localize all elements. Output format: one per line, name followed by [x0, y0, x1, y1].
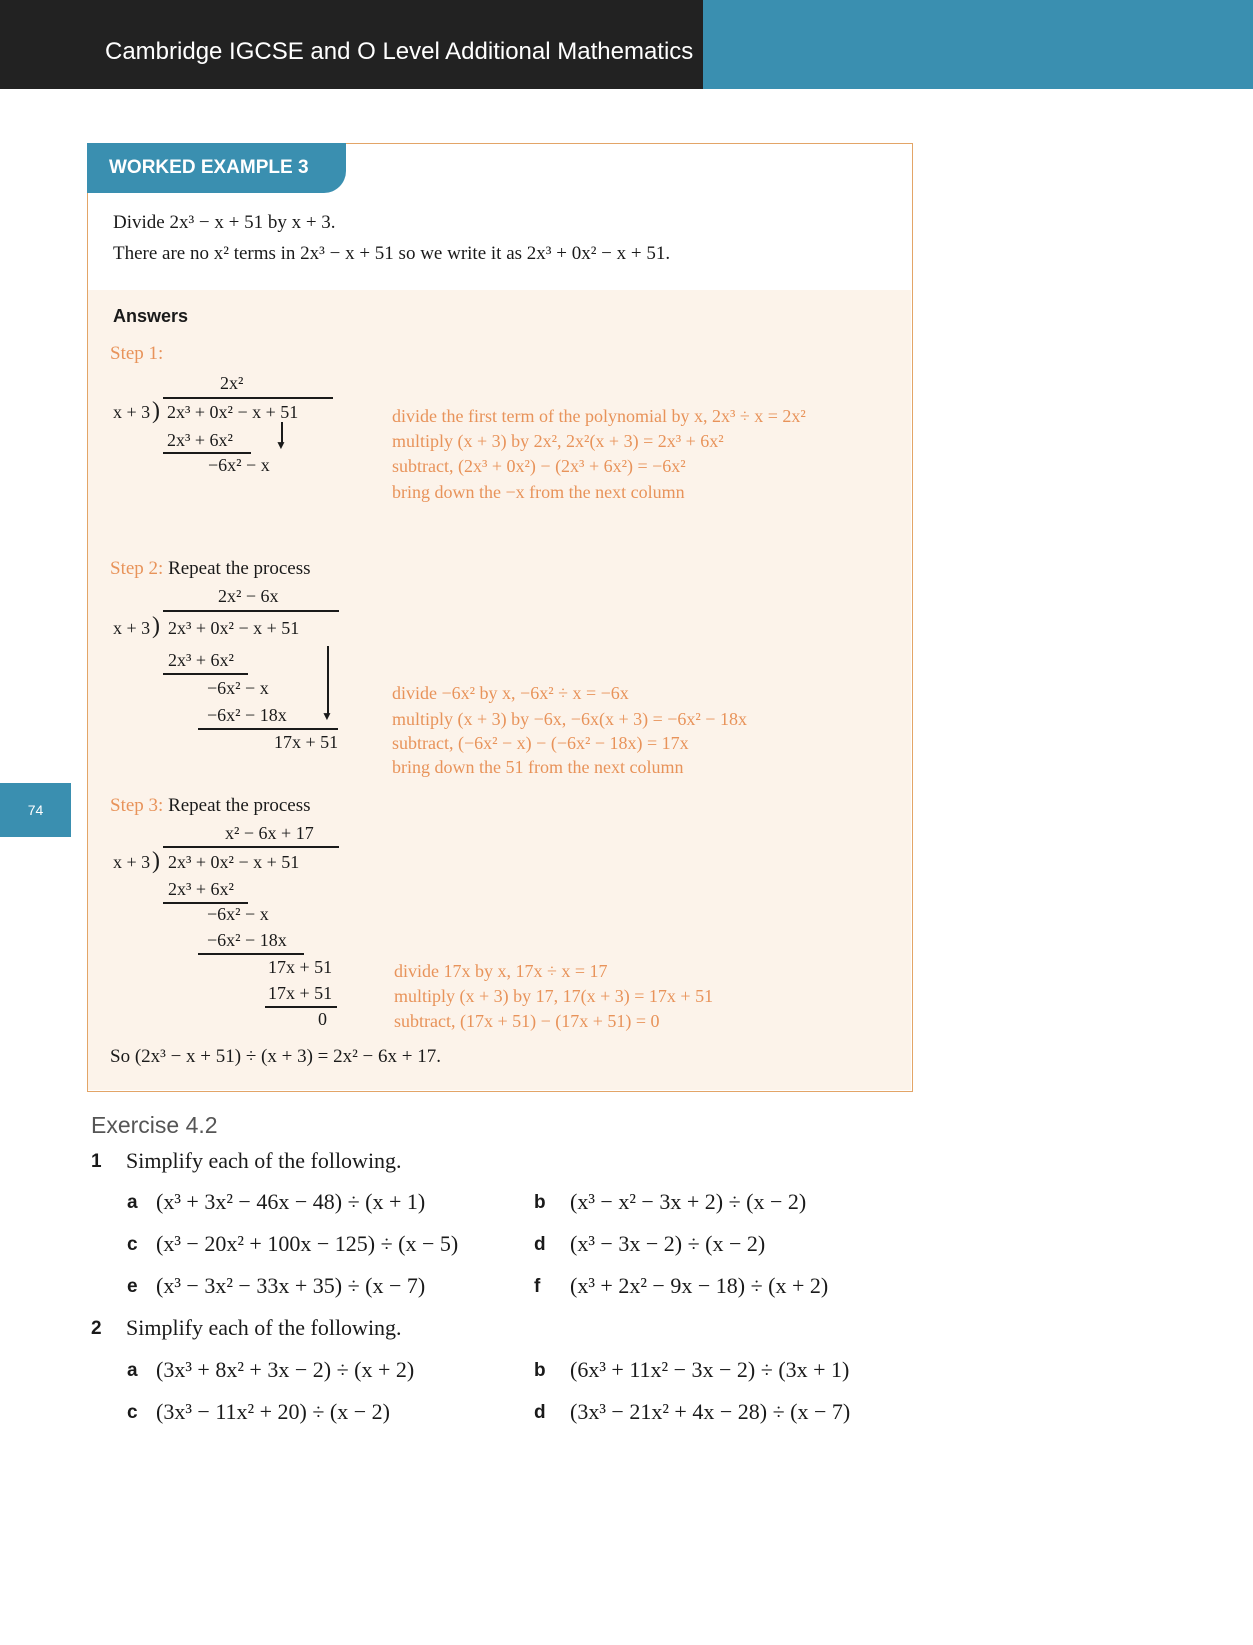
q1-part-b-expr: (x³ − x² − 3x + 2) ÷ (x − 2) — [570, 1189, 807, 1214]
step2-bring-down-line — [327, 646, 329, 714]
step2-work-line-1: 2x³ + 6x² — [168, 650, 234, 670]
step3-work-line-4: 17x + 51 — [268, 957, 333, 977]
step3-work-line-1: 2x³ + 6x² — [168, 879, 234, 899]
step1-note-1: divide the first term of the polynomial by x, 2x³ ÷ x = 2x² — [392, 406, 806, 426]
step2-division-bar — [163, 610, 339, 612]
q1-part-d-letter: d — [534, 1234, 546, 1255]
q1-part-c-letter: c — [127, 1234, 138, 1255]
q1-part-f-expr: (x³ + 2x² − 9x − 18) ÷ (x + 2) — [570, 1273, 829, 1298]
step1-work-line-1: 2x³ + 6x² — [167, 430, 233, 450]
step2-subtract-bar-1 — [163, 673, 248, 675]
worked-example-label: WORKED EXAMPLE 3 — [87, 143, 346, 193]
header-accent — [703, 0, 1253, 89]
step2-work-line-3: −6x² − 18x — [207, 705, 287, 725]
step3-remainder: 0 — [318, 1009, 327, 1029]
step3-subtract-bar-2 — [198, 953, 304, 955]
exercise-title: Exercise 4.2 — [91, 1112, 218, 1138]
step1-arrow-icon: ▼ — [275, 438, 287, 452]
step1-label-text: Step 1: — [110, 343, 164, 364]
step1-note-4: bring down the −x from the next column — [392, 482, 685, 502]
step3-work-line-5: 17x + 51 — [268, 983, 333, 1003]
step1-subtract-bar — [163, 452, 251, 454]
step3-divisor: x + 3 — [113, 852, 151, 872]
step2-bracket: ) — [152, 613, 160, 639]
book-title: Cambridge IGCSE and O Level Additional Mathematics — [105, 38, 694, 65]
step1-quotient: 2x² — [220, 373, 244, 393]
step3-quotient: x² − 6x + 17 — [225, 823, 314, 843]
step1-note-2: multiply (x + 3) by 2x², 2x²(x + 3) = 2x³ + 6x² — [392, 431, 724, 451]
q1-part-b-letter: b — [534, 1192, 546, 1213]
q1-part-e-letter: e — [127, 1276, 138, 1297]
q2-part-c-expr: (3x³ − 11x² + 20) ÷ (x − 2) — [156, 1399, 390, 1424]
step3-work-line-3: −6x² − 18x — [207, 930, 287, 950]
q1-part-f-letter: f — [534, 1276, 541, 1297]
step1-division-bar — [163, 397, 333, 399]
step3-label — [110, 795, 311, 817]
step3-label-text: Step 3: — [110, 795, 164, 816]
q1-part-a-letter: a — [127, 1192, 138, 1213]
step1-work-line-2: −6x² − x — [208, 455, 270, 475]
question-1-text: Simplify each of the following. — [126, 1148, 402, 1173]
step1-note-3: subtract, (2x³ + 0x²) − (2x³ + 6x²) = −6x² — [392, 456, 686, 476]
step2-label-text: Step 2: — [110, 558, 164, 579]
step1-dividend: 2x³ + 0x² − x + 51 — [167, 402, 299, 422]
step2-divisor: x + 3 — [113, 618, 151, 638]
q2-part-a-letter: a — [127, 1360, 138, 1381]
q1-part-d-expr: (x³ − 3x − 2) ÷ (x − 2) — [570, 1231, 766, 1256]
step2-arrow-icon: ▼ — [321, 709, 333, 723]
step3-subtract-bar-3 — [265, 1006, 337, 1008]
conclusion: So (2x³ − x + 51) ÷ (x + 3) = 2x² − 6x + 17. — [110, 1046, 441, 1067]
q2-part-d-letter: d — [534, 1402, 546, 1423]
step3-note-2: multiply (x + 3) by 17, 17(x + 3) = 17x + 51 — [394, 986, 714, 1006]
question-2-text: Simplify each of the following. — [126, 1315, 402, 1340]
step1-divisor: x + 3 — [113, 402, 151, 422]
step3-division-bar — [163, 846, 339, 848]
step2-label — [110, 558, 311, 580]
answers-heading: Answers — [113, 306, 189, 326]
question-line-2: There are no x² terms in 2x³ − x + 51 so we write it as 2x³ + 0x² − x + 51. — [113, 243, 671, 264]
step2-dividend: 2x³ + 0x² − x + 51 — [168, 618, 300, 638]
step3-note-1: divide 17x by x, 17x ÷ x = 17 — [394, 961, 608, 981]
q1-part-c-expr: (x³ − 20x² + 100x − 125) ÷ (x − 5) — [156, 1231, 459, 1256]
step2-note-3: subtract, (−6x² − x) − (−6x² − 18x) = 17x — [392, 733, 689, 753]
step2-work-line-4: 17x + 51 — [274, 732, 339, 752]
step1-label — [110, 343, 163, 365]
q2-part-b-letter: b — [534, 1360, 546, 1381]
step2-note-2: multiply (x + 3) by −6x, −6x(x + 3) = −6x² − 18x — [392, 709, 747, 729]
q2-part-a-expr: (3x³ + 8x² + 3x − 2) ÷ (x + 2) — [156, 1357, 415, 1382]
q2-part-d-expr: (3x³ − 21x² + 4x − 28) ÷ (x − 7) — [570, 1399, 851, 1424]
step3-bracket: ) — [152, 848, 160, 874]
step3-note-3: subtract, (17x + 51) − (17x + 51) = 0 — [394, 1011, 660, 1031]
question-2-number: 2 — [91, 1318, 102, 1339]
step1-bracket: ) — [152, 398, 160, 424]
step2-label-desc: Repeat the process — [168, 558, 311, 579]
step3-label-desc: Repeat the process — [168, 795, 311, 816]
step2-note-1: divide −6x² by x, −6x² ÷ x = −6x — [392, 683, 629, 703]
question-1-number: 1 — [91, 1151, 102, 1172]
step2-subtract-bar-2 — [198, 728, 338, 730]
step2-work-line-2: −6x² − x — [207, 678, 269, 698]
q2-part-c-letter: c — [127, 1402, 138, 1423]
question-line-1: Divide 2x³ − x + 51 by x + 3. — [113, 212, 336, 233]
step3-dividend: 2x³ + 0x² − x + 51 — [168, 852, 300, 872]
q2-part-b-expr: (6x³ + 11x² − 3x − 2) ÷ (3x + 1) — [570, 1357, 850, 1382]
page-number: 74 — [0, 783, 71, 837]
step2-quotient: 2x² − 6x — [218, 586, 279, 606]
q1-part-e-expr: (x³ − 3x² − 33x + 35) ÷ (x − 7) — [156, 1273, 426, 1298]
q1-part-a-expr: (x³ + 3x² − 46x − 48) ÷ (x + 1) — [156, 1189, 426, 1214]
step2-note-4: bring down the 51 from the next column — [392, 757, 684, 777]
step3-work-line-2: −6x² − x — [207, 904, 269, 924]
